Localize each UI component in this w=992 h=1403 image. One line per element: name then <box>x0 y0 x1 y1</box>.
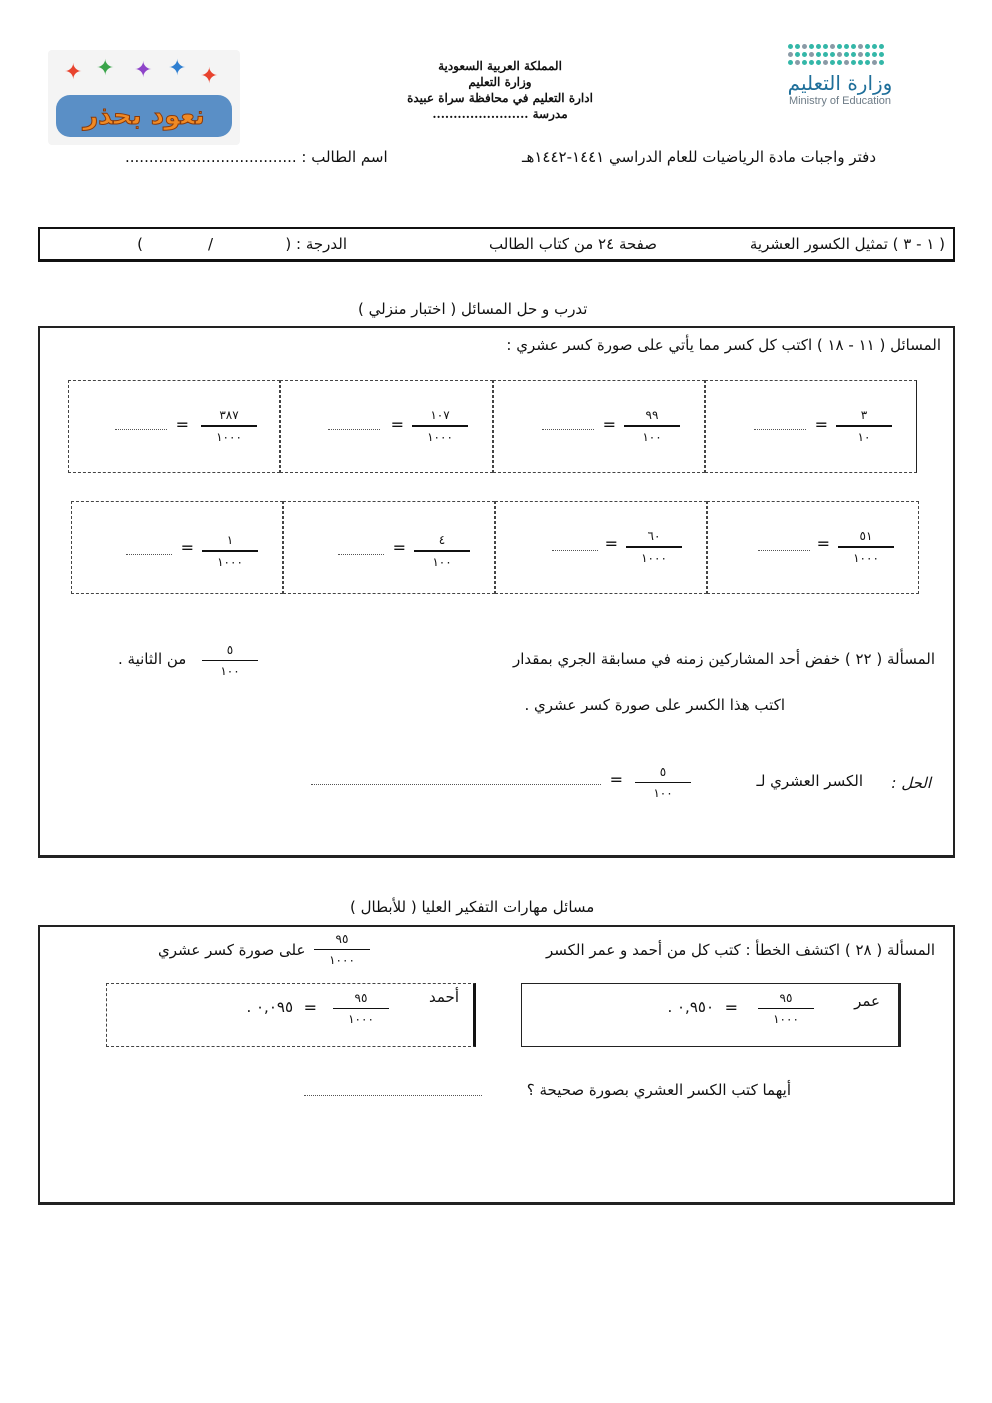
equals-sign: = <box>602 415 616 434</box>
fraction <box>414 532 470 570</box>
answer-blank[interactable] <box>115 429 167 430</box>
equals-sign: = <box>814 415 828 434</box>
hots-box <box>38 925 955 1205</box>
grade-close: ) <box>137 235 143 253</box>
problem-28-text: المسألة ( ٢٨ ) اكتشف الخطأ : كتب كل من أحمد و عمر الكسر <box>545 941 935 959</box>
fraction-cell <box>495 501 707 594</box>
denominator: ١٠٠٠ <box>348 1012 374 1026</box>
fraction <box>201 407 257 445</box>
hots-answer-blank[interactable] <box>304 1095 482 1096</box>
fraction <box>838 528 894 566</box>
moe-logo-arabic: وزارة التعليم <box>787 71 893 95</box>
fraction-cell <box>707 501 919 594</box>
fraction-row-1 <box>68 380 917 473</box>
hots-section-title: مسائل مهارات التفكير العليا ( للأبطال ) <box>350 898 595 916</box>
numerator: ٩٥ <box>354 991 368 1005</box>
fraction-cell <box>283 501 495 594</box>
ahmed-fraction <box>333 990 389 1027</box>
denominator: ١٠٠ <box>432 555 452 569</box>
numerator: ١ <box>226 533 234 547</box>
ahmed-name: أحمد <box>429 988 459 1006</box>
grade-slash: / <box>207 235 213 253</box>
equals-sign: = <box>724 998 738 1017</box>
school-field[interactable]: مدرسة ....................... <box>432 107 568 121</box>
answer-blank[interactable] <box>328 429 380 430</box>
denominator: ١٠٠٠ <box>427 430 453 444</box>
notebook-title: دفتر واجبات مادة الرياضيات للعام الدراسي ١٤٤١-١٤٤٢هـ <box>522 148 876 166</box>
answer-blank[interactable] <box>542 429 594 430</box>
ministry-name: وزارة التعليم <box>468 75 532 89</box>
denominator: ١٠٠ <box>653 786 673 800</box>
numerator: ٩٩ <box>645 408 659 422</box>
children-figures-icon: ✦ ✦ ✦ ✦ ✦ <box>64 56 219 89</box>
equals-sign: = <box>303 998 317 1017</box>
practice-section-title: تدرب و حل المسائل ( اختبار منزلي ) <box>358 300 588 318</box>
ahmed-decimal-answer: ٠,٠٩٥ . <box>246 998 293 1016</box>
solution-answer-blank[interactable] <box>311 784 601 785</box>
hots-question: أيهما كتب الكسر العشري بصورة صحيحة ؟ <box>526 1081 791 1099</box>
problem-22-text: المسألة ( ٢٢ ) خفض أحد المشاركين زمنه في مسابقة الجري بمقدار <box>513 650 935 668</box>
denominator: ١٠٠ <box>642 430 662 444</box>
moe-logo-english: Ministry of Education <box>788 95 892 107</box>
moe-dots-icon <box>788 44 900 65</box>
solution-label: الحل : <box>891 774 931 792</box>
problem-28-fraction <box>314 931 370 968</box>
numerator: ٣ <box>860 408 868 422</box>
solution-text: الكسر العشري لـ <box>756 772 863 790</box>
kingdom-name: المملكة العربية السعودية <box>438 59 562 73</box>
lesson-title: ( ١ - ٣ ) تمثيل الكسور العشرية <box>749 235 945 253</box>
numerator: ١٠٧ <box>430 408 450 422</box>
omar-answer-box <box>521 983 901 1047</box>
fraction-cell <box>705 380 917 473</box>
fraction <box>202 532 258 570</box>
student-name-field[interactable]: اسم الطالب : .................................... <box>125 148 388 166</box>
problem-22-tail: من الثانية . <box>118 650 187 668</box>
fraction-cell <box>68 380 280 473</box>
equals-sign: = <box>604 534 618 553</box>
problem-28-tail: على صورة كسر عشري <box>158 941 306 959</box>
fraction-cell <box>280 380 493 473</box>
answer-blank[interactable] <box>552 550 598 551</box>
problem-22-instruction: اكتب هذا الكسر على صورة كسر عشري . <box>524 696 785 714</box>
fraction <box>624 407 680 445</box>
numerator: ٥ <box>226 643 234 657</box>
denominator: ١٠٠ <box>220 664 240 678</box>
denominator: ١٠٠٠ <box>641 551 667 565</box>
equals-sign: = <box>180 538 194 557</box>
ministry-of-education-logo <box>780 44 900 136</box>
answer-blank[interactable] <box>754 429 806 430</box>
numerator: ٩٥ <box>779 991 793 1005</box>
fraction <box>626 528 682 566</box>
omar-fraction <box>758 990 814 1027</box>
equals-sign: = <box>392 538 406 557</box>
equals-sign: = <box>390 415 404 434</box>
fraction-cell <box>71 501 283 594</box>
numerator: ٥ <box>659 765 667 779</box>
numerator: ٥١ <box>859 529 873 543</box>
denominator: ١٠٠٠ <box>216 430 242 444</box>
administration-name: ادارة التعليم في محافظة سراة عبيدة <box>407 91 593 105</box>
numerator: ٩٥ <box>335 932 349 946</box>
answer-blank[interactable] <box>126 554 172 555</box>
equals-sign: = <box>816 534 830 553</box>
answer-blank[interactable] <box>758 550 810 551</box>
numerator: ٤ <box>438 533 446 547</box>
numerator: ٣٨٧ <box>219 408 239 422</box>
denominator: ١٠٠٠ <box>329 953 355 967</box>
fraction-cell <box>493 380 705 473</box>
solution-fraction <box>635 764 691 801</box>
equals-sign: = <box>175 415 189 434</box>
answer-blank[interactable] <box>338 554 384 555</box>
practice-instruction: المسائل ( ١١ - ١٨ ) اكتب كل كسر مما يأتي على صورة كسر عشري : <box>506 336 941 354</box>
denominator: ١٠٠٠ <box>773 1012 799 1026</box>
omar-name: عمر <box>854 992 880 1010</box>
denominator: ١٠ <box>857 430 871 444</box>
banner-text: نعود بحذر <box>83 101 205 131</box>
lesson-bar <box>38 227 955 262</box>
denominator: ١٠٠٠ <box>853 551 879 565</box>
fraction <box>836 407 892 445</box>
official-header <box>370 58 630 122</box>
omar-decimal-answer: ٠,٩٥٠ . <box>667 998 714 1016</box>
ahmed-answer-box <box>106 983 476 1047</box>
page-reference: صفحة ٢٤ من كتاب الطالب <box>489 235 657 253</box>
equals-sign: = <box>609 770 623 789</box>
fraction <box>412 407 468 445</box>
grade-label: الدرجة : ( <box>285 235 347 253</box>
fraction-row-2 <box>71 501 919 594</box>
problem-22-fraction <box>202 642 258 679</box>
back-with-caution-banner <box>48 50 240 145</box>
denominator: ١٠٠٠ <box>217 555 243 569</box>
practice-box <box>38 326 955 858</box>
numerator: ٦٠ <box>647 529 661 543</box>
